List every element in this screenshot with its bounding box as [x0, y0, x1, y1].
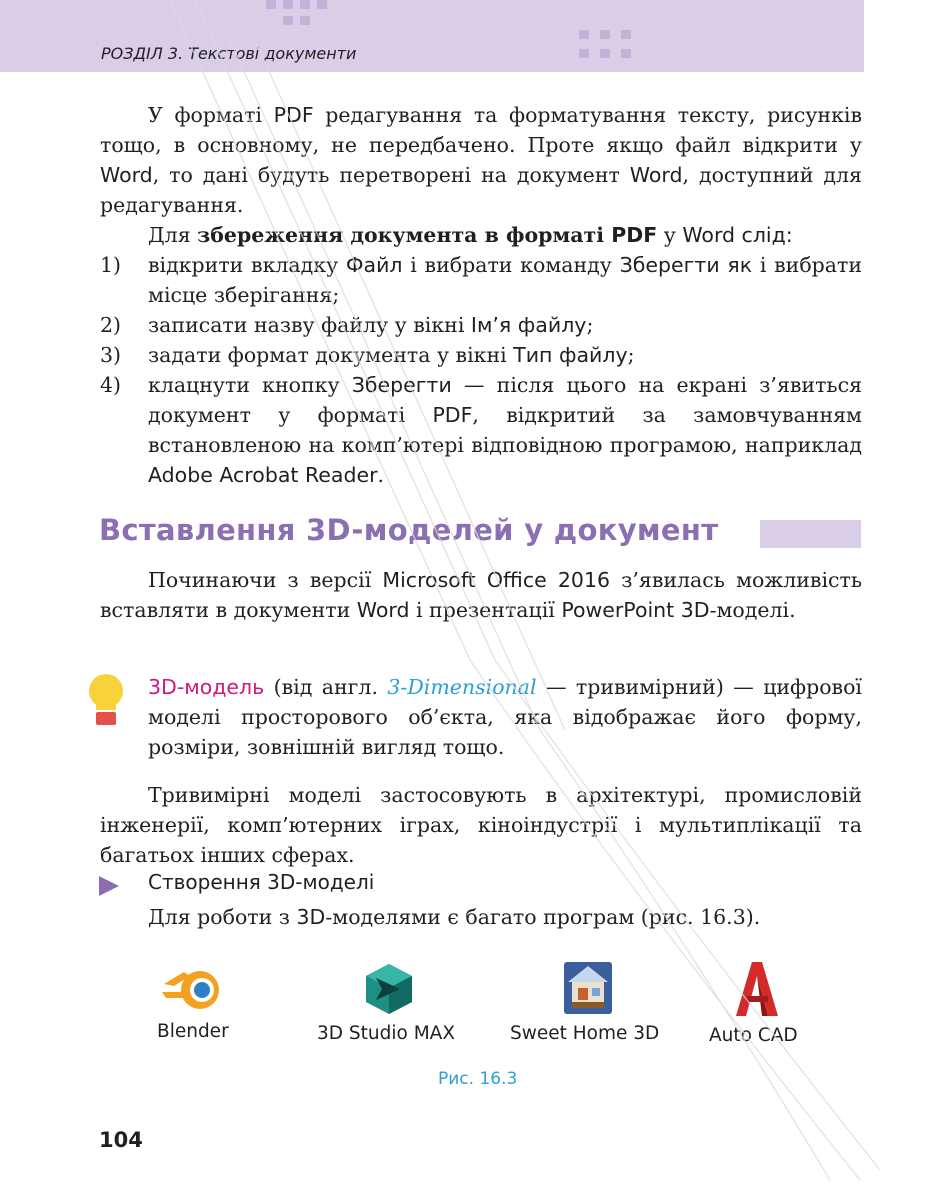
- list-text: [148, 250, 862, 310]
- paragraph-save-pdf-intro: [100, 220, 862, 250]
- text-run: -моделі.: [709, 598, 796, 622]
- text-run: , відкритий за замовчуванням встановленою на комп’ютері відповідною програмою, наприклад: [148, 403, 862, 457]
- list-number: 2): [100, 313, 122, 337]
- decor-square: [600, 30, 610, 39]
- text-run: .: [377, 463, 385, 487]
- text-run: PowerPoint 3D: [561, 598, 710, 622]
- subheading-create-3d: Створення 3D-моделі: [148, 870, 375, 894]
- list-item: [100, 370, 862, 490]
- office-3d-paragraph-block: [100, 565, 862, 625]
- decor-square: [300, 16, 310, 25]
- text-run: У форматі: [148, 103, 274, 127]
- text-run: PDF: [432, 403, 473, 427]
- text-run: і презентації: [409, 598, 562, 622]
- text-run: ;: [627, 343, 635, 367]
- text-run: Починаючи з версії: [148, 568, 383, 592]
- decor-square: [283, 16, 293, 25]
- text-run: ;: [586, 313, 594, 337]
- 3ds-max-icon: [364, 962, 414, 1016]
- text-run: і вибрати команду: [402, 253, 620, 277]
- text-run: PDF: [611, 223, 658, 247]
- decor-square: [621, 30, 631, 39]
- text-run: Microsoft Office 2016: [382, 568, 611, 592]
- text-run: Word: [100, 163, 153, 187]
- definition-block: [148, 672, 862, 762]
- text-run: PDF: [273, 103, 314, 127]
- paragraph-office-3d: [100, 565, 862, 625]
- paragraph-applications: [100, 780, 862, 870]
- decor-square: [621, 49, 631, 58]
- text-run: , доступний для редагування.: [100, 163, 862, 217]
- list-number: 4): [100, 373, 122, 397]
- section-running-title: РОЗДІЛ 3. Текстові документи: [101, 44, 357, 63]
- paragraph-pdf-editing: [100, 100, 862, 220]
- text-run: відкрити вкладку: [148, 253, 346, 277]
- app-label-3d-studio-max: 3D Studio MAX: [317, 1023, 455, 1044]
- pdf-paragraphs: [100, 100, 862, 490]
- lightbulb-icon: [86, 674, 126, 728]
- list-item: [100, 250, 862, 310]
- list-number: 1): [100, 253, 122, 277]
- text-run: збереження документа в форматі: [197, 223, 612, 247]
- text-run: Word слід:: [682, 223, 793, 247]
- page-header: [0, 0, 864, 72]
- save-pdf-steps: [100, 250, 862, 490]
- section-heading-bar: [760, 520, 861, 548]
- list-item: [100, 340, 862, 370]
- list-text: [148, 340, 862, 370]
- text-run: 3-Dimensional: [387, 675, 537, 699]
- text-run: редагування та форматування тексту, рисунків тощо, в основному, не передбачено. Проте якщо файл відкрити у: [100, 103, 862, 157]
- text-run: Тривимірні моделі застосовують в архітектурі, промисловій інженерії, комп’ютерних іграх, кіноіндустрії і мультиплікації та багатьох інших сферах.: [100, 783, 862, 867]
- autocad-icon: [732, 960, 780, 1018]
- app-label-sweet-home-3d: Sweet Home 3D: [510, 1023, 660, 1044]
- text-run: у: [657, 223, 683, 247]
- text-run: (від англ.: [264, 675, 388, 699]
- decor-square: [600, 49, 610, 58]
- decor-square: [317, 0, 327, 9]
- app-label-blender: Blender: [157, 1021, 229, 1042]
- text-run: Word: [356, 598, 410, 622]
- text-run: Зберегти: [351, 373, 452, 397]
- section-heading: Вставлення 3D-моделей у документ: [99, 513, 719, 547]
- text-run: Adobe Acrobat Reader: [148, 463, 378, 487]
- decor-square: [283, 0, 293, 9]
- programs-paragraph-block: [100, 902, 862, 932]
- text-run: клацнути кнопку: [148, 373, 352, 397]
- list-item: [100, 310, 862, 340]
- list-number: 3): [100, 343, 122, 367]
- decor-square: [579, 49, 589, 58]
- text-run: з’явилась можливість вставляти в документи: [100, 568, 862, 622]
- app-label-autocad: Auto CAD: [709, 1025, 798, 1046]
- text-run: Для: [148, 223, 198, 247]
- paragraph-programs: [100, 902, 862, 932]
- text-run: 3D-модель: [148, 675, 265, 699]
- text-run: і вибрати місце зберігання;: [148, 253, 863, 307]
- text-run: Для роботи з: [148, 905, 297, 929]
- figure-caption: Рис. 16.3: [438, 1069, 518, 1089]
- text-run: Тип файлу: [513, 343, 628, 367]
- decor-square: [300, 0, 310, 9]
- decor-square: [579, 30, 589, 39]
- list-text: [148, 310, 862, 340]
- sweet-home-3d-icon: [562, 958, 614, 1016]
- text-run: Word: [629, 163, 683, 187]
- applications-paragraph-block: [100, 780, 862, 870]
- page-number: 104: [99, 1128, 143, 1152]
- text-run: — тривимірний) — цифрової моделі просторового об’єкта, яка відображає його форму, розміри, зовнішній вигляд тощо.: [148, 675, 862, 759]
- text-run: Файл: [345, 253, 403, 277]
- blender-icon: [160, 962, 226, 1012]
- definition-3d-model: [148, 672, 862, 762]
- text-run: 3D: [296, 905, 326, 929]
- text-run: — після цього на екрані з’явиться документ у форматі: [148, 373, 863, 427]
- list-text: [148, 370, 862, 490]
- text-run: -моделями є багато програм (рис. 16.3).: [325, 905, 761, 929]
- text-run: задати формат документа у вікні: [148, 343, 514, 367]
- triangle-bullet-icon: [99, 876, 119, 896]
- text-run: записати назву файлу у вікні: [148, 313, 471, 337]
- decor-square: [266, 0, 276, 9]
- text-run: Зберегти як: [619, 253, 753, 277]
- text-run: , то дані будуть перетворені на документ: [152, 163, 630, 187]
- text-run: Ім’я файлу: [470, 313, 587, 337]
